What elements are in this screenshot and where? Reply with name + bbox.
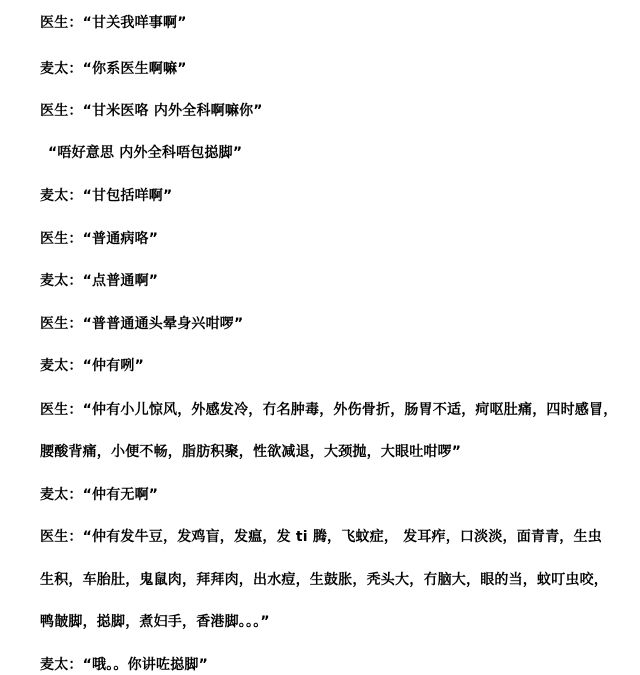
- dialogue-line: 麦太：“哦。。你讲咗搃脚”: [40, 657, 209, 673]
- dialogue-line: 医生：“仲有小儿惊风，外感发冷，冇名肿毒，外伤骨折，肠胃不适，疴呕肚痛，四时感冒，: [40, 402, 618, 418]
- dialogue-line: 麦太：“你系医生啊嘛”: [40, 61, 187, 77]
- dialogue-line: 医生：“普普通通头晕身兴咁啰”: [40, 316, 244, 332]
- dialogue-line: 麦太：“甘包括咩啊”: [40, 188, 173, 204]
- dialogue-line: 腰酸背痛，小便不畅，脂肪积聚，性欲减退，大颈抛，大眼吐咁啰”: [40, 444, 462, 460]
- dialogue-line: 医生：“甘米医咯 内外全科啊嘛你”: [40, 103, 263, 119]
- dialogue-line: 医生：“甘关我咩事啊”: [40, 15, 187, 31]
- dialogue-line: 生积，车胎肚，鬼鼠肉，拜拜肉，出水痘，生鼓胀，秃头大，冇脑大，眼的当，蚊叮虫咬，: [40, 572, 608, 588]
- dialogue-line: 麦太：“仲有无啊”: [40, 487, 159, 503]
- dialogue-line: 医生：“普通病咯”: [40, 231, 159, 247]
- dialogue-line: 医生：“仲有发牛豆，发鸡盲，发瘟，发 ti 腾，飞蚊症， 发耳痄，口淡淡，面青青，生虫: [40, 529, 602, 545]
- dialogue-line: “唔好意思 内外全科唔包搃脚”: [48, 145, 243, 161]
- dialogue-line: 麦太：“点普通啊”: [40, 273, 159, 289]
- dialogue-line: 鸭皵脚，搃脚，煮妇手，香港脚。。。”: [40, 614, 270, 630]
- dialogue-line: 麦太：“仲有咧”: [40, 358, 145, 374]
